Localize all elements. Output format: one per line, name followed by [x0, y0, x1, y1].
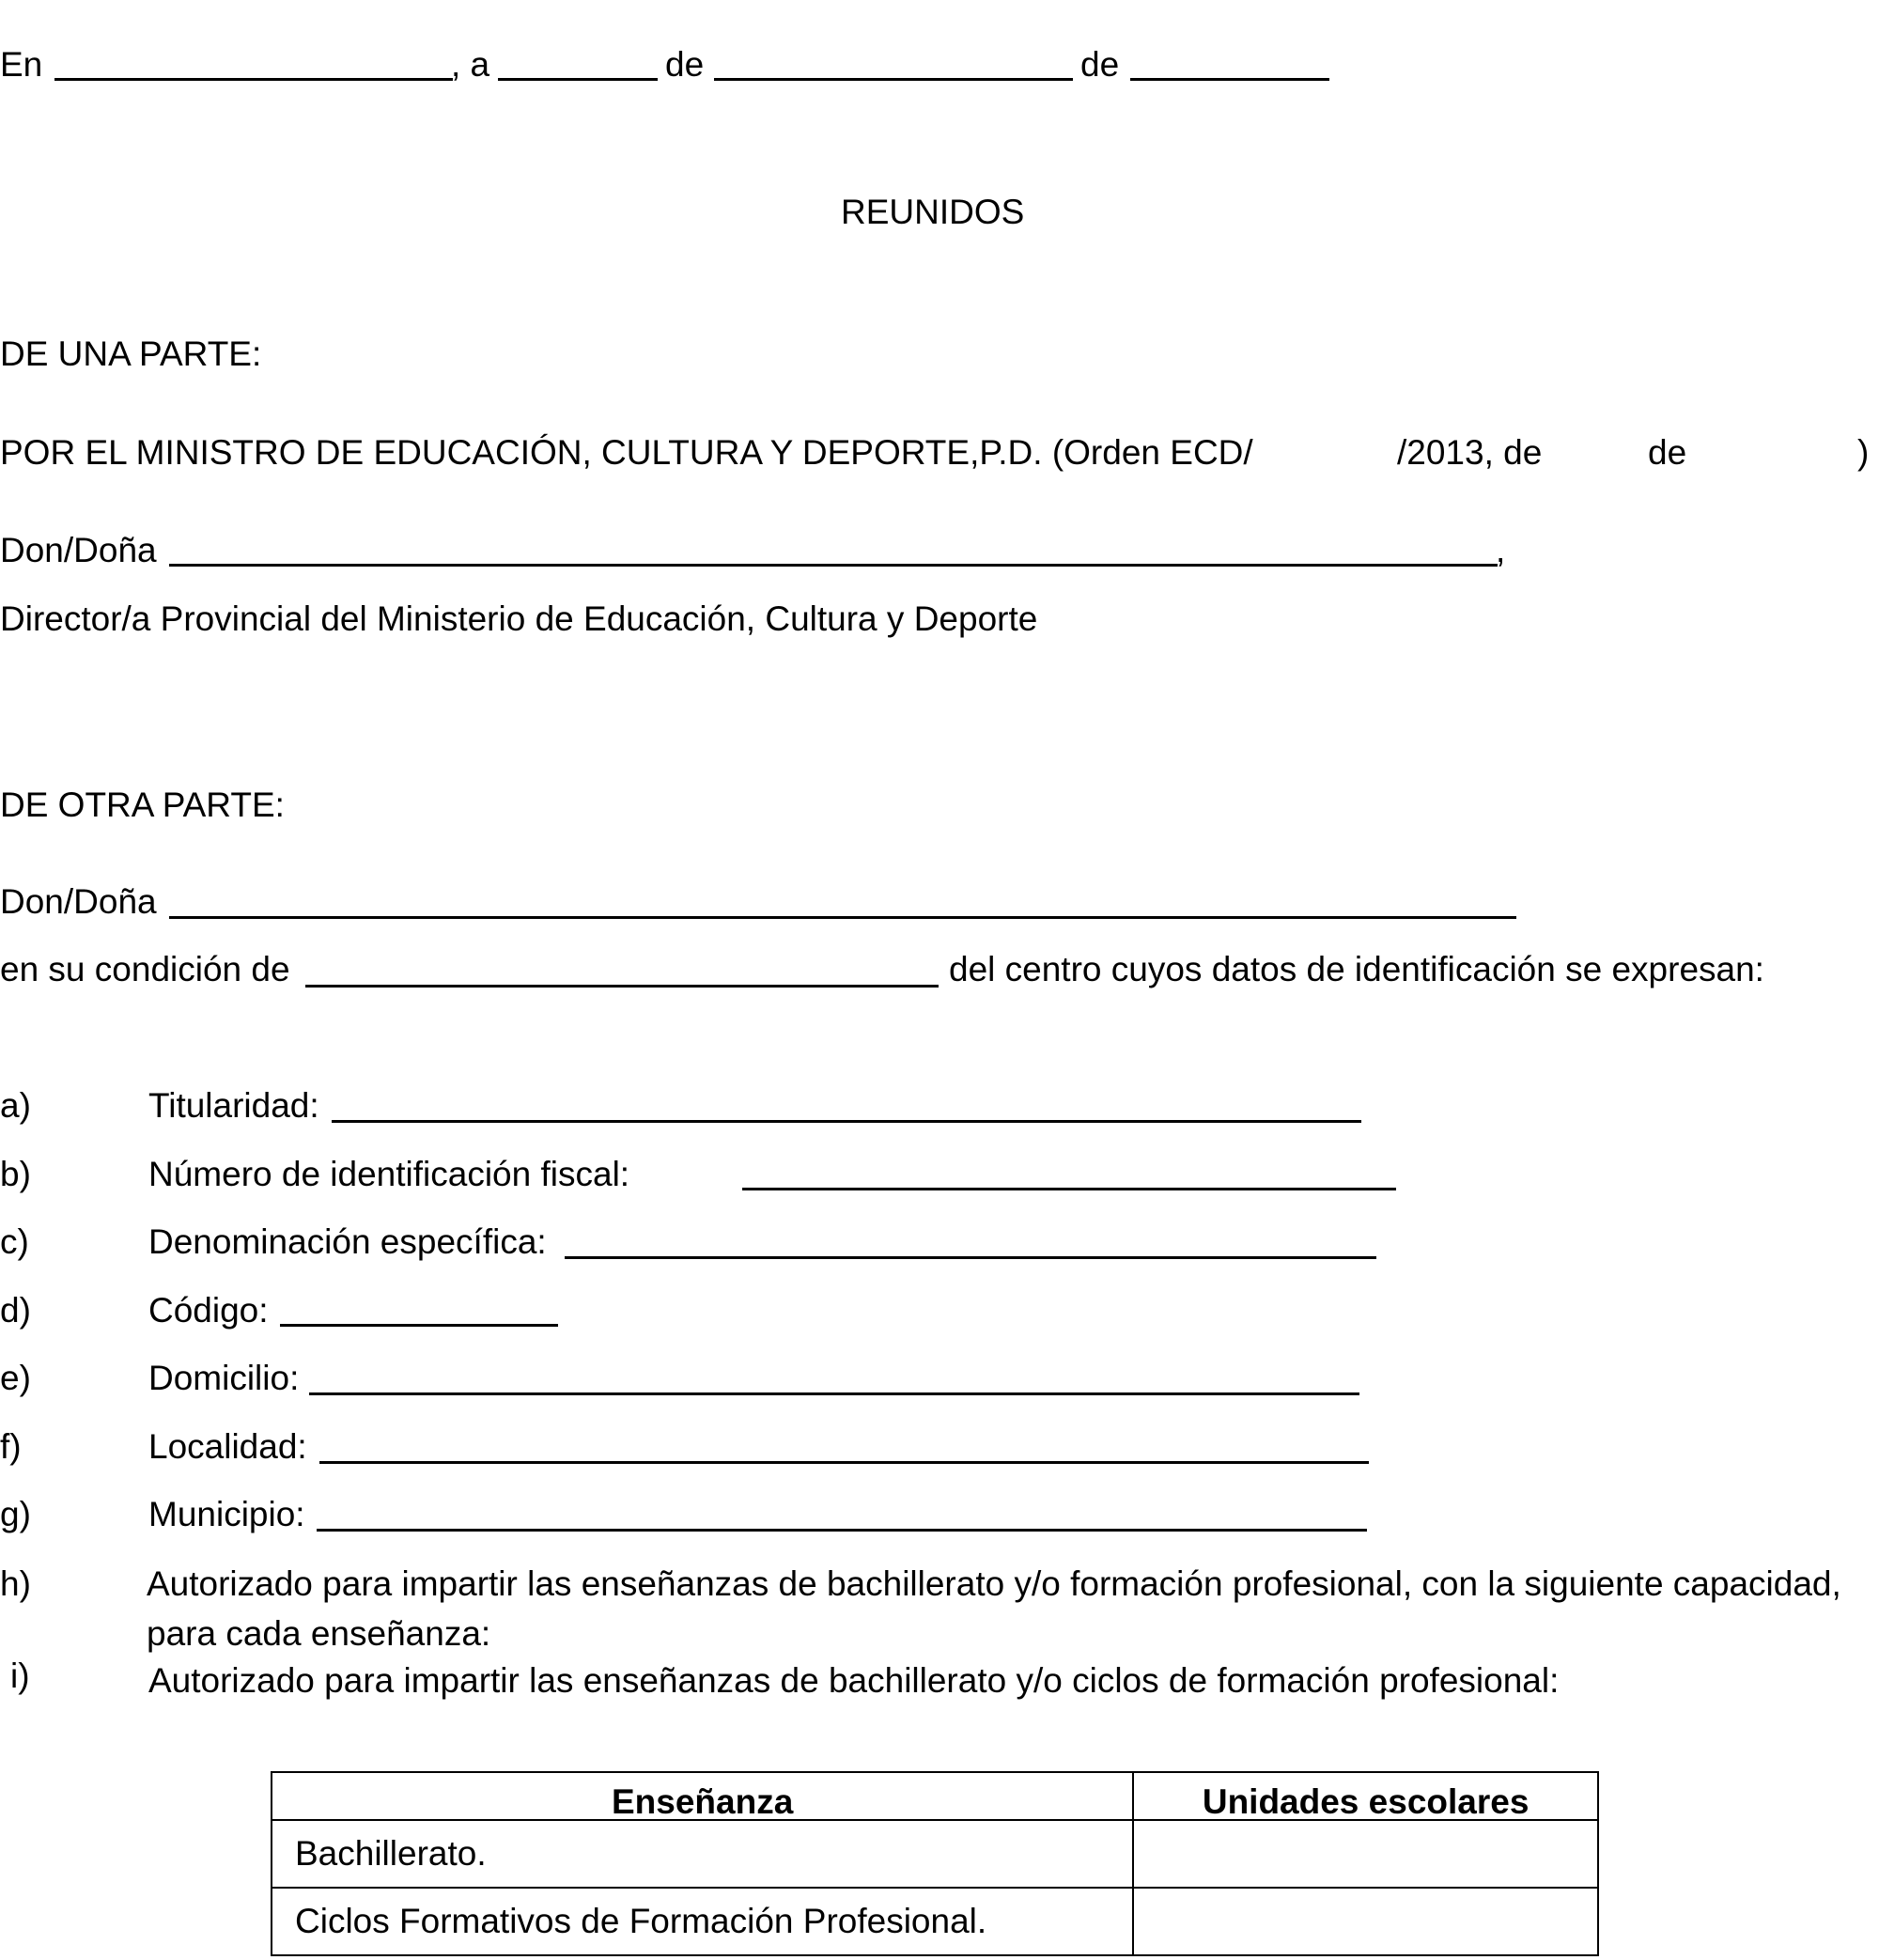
month-field[interactable]	[714, 78, 1073, 81]
cell-ensenanza-ciclos: Ciclos Formativos de Formación Profesional.	[272, 1888, 1133, 1955]
day-field[interactable]	[498, 78, 658, 81]
item-letter-f: f)	[0, 1427, 22, 1466]
nif-field[interactable]	[742, 1188, 1396, 1190]
table-header-row	[272, 1772, 1598, 1820]
item-label-codigo: Código:	[148, 1291, 269, 1330]
localidad-field[interactable]	[319, 1461, 1369, 1464]
item-letter-h: h)	[0, 1564, 31, 1603]
denominacion-field[interactable]	[565, 1256, 1376, 1259]
en-label: En	[0, 45, 43, 84]
item-label-localidad: Localidad:	[148, 1427, 307, 1466]
item-letter-g: g)	[0, 1495, 31, 1533]
don-dona-label-1: Don/Doña	[0, 531, 157, 569]
close-paren: )	[1857, 433, 1870, 472]
comma: ,	[1496, 531, 1506, 569]
condicion-suffix: del centro cuyos datos de identificación se expresan:	[949, 950, 1764, 988]
una-parte-heading: DE UNA PARTE:	[0, 334, 262, 373]
municipio-field[interactable]	[317, 1529, 1367, 1532]
director-name-field[interactable]	[169, 564, 1498, 567]
otra-parte-heading: DE OTRA PARTE:	[0, 786, 285, 824]
don-dona-label-2: Don/Doña	[0, 882, 157, 921]
item-label-municipio: Municipio:	[148, 1495, 305, 1533]
year-part: /2013, de	[1397, 433, 1543, 472]
reunidos-heading: REUNIDOS	[841, 193, 1025, 231]
item-label-capacidad-line1: Autorizado para impartir las enseñanzas de bachillerato y/o formación profesional, con la siguiente capacidad,	[147, 1564, 1841, 1603]
ensenanza-table	[271, 1771, 1599, 1956]
cell-unidades-ciclos[interactable]	[1133, 1888, 1598, 1955]
condicion-prefix: en su condición de	[0, 950, 290, 988]
item-letter-d: d)	[0, 1291, 31, 1330]
item-label-titularidad: Titularidad:	[148, 1086, 319, 1125]
domicilio-field[interactable]	[309, 1392, 1359, 1395]
titularidad-field[interactable]	[332, 1120, 1361, 1123]
header-ensenanza: Enseñanza	[272, 1772, 1133, 1820]
item-letter-i: i)	[10, 1657, 30, 1695]
item-letter-b: b)	[0, 1155, 31, 1193]
a-label: , a	[451, 45, 490, 84]
table-row	[272, 1888, 1598, 1955]
item-label-nif: Número de identificación fiscal:	[148, 1155, 630, 1193]
de-part: de	[1648, 433, 1687, 472]
table-row	[272, 1820, 1598, 1888]
condicion-field[interactable]	[305, 985, 939, 988]
codigo-field[interactable]	[280, 1324, 558, 1327]
item-label-capacidad-line2: para cada enseñanza:	[147, 1614, 491, 1653]
de-label-1: de	[665, 45, 705, 84]
item-letter-e: e)	[0, 1359, 31, 1397]
de-label-2: de	[1080, 45, 1120, 84]
year-field[interactable]	[1130, 78, 1329, 81]
header-unidades: Unidades escolares	[1133, 1772, 1598, 1820]
item-label-denominacion: Denominación específica:	[148, 1222, 547, 1261]
director-cargo: Director/a Provincial del Ministerio de Educación, Cultura y Deporte	[0, 599, 1038, 638]
item-letter-a: a)	[0, 1086, 31, 1125]
item-label-domicilio: Domicilio:	[148, 1359, 300, 1397]
item-letter-c: c)	[0, 1222, 29, 1261]
cell-unidades-bachillerato[interactable]	[1133, 1820, 1598, 1888]
cell-ensenanza-bachillerato: Bachillerato.	[272, 1820, 1133, 1888]
representative-name-field[interactable]	[169, 916, 1516, 919]
place-field[interactable]	[54, 78, 453, 81]
ministro-line: POR EL MINISTRO DE EDUCACIÓN, CULTURA Y DEPORTE,P.D. (Orden ECD/	[0, 433, 1253, 472]
item-label-autorizado: Autorizado para impartir las enseñanzas de bachillerato y/o ciclos de formación profesional:	[148, 1661, 1560, 1700]
